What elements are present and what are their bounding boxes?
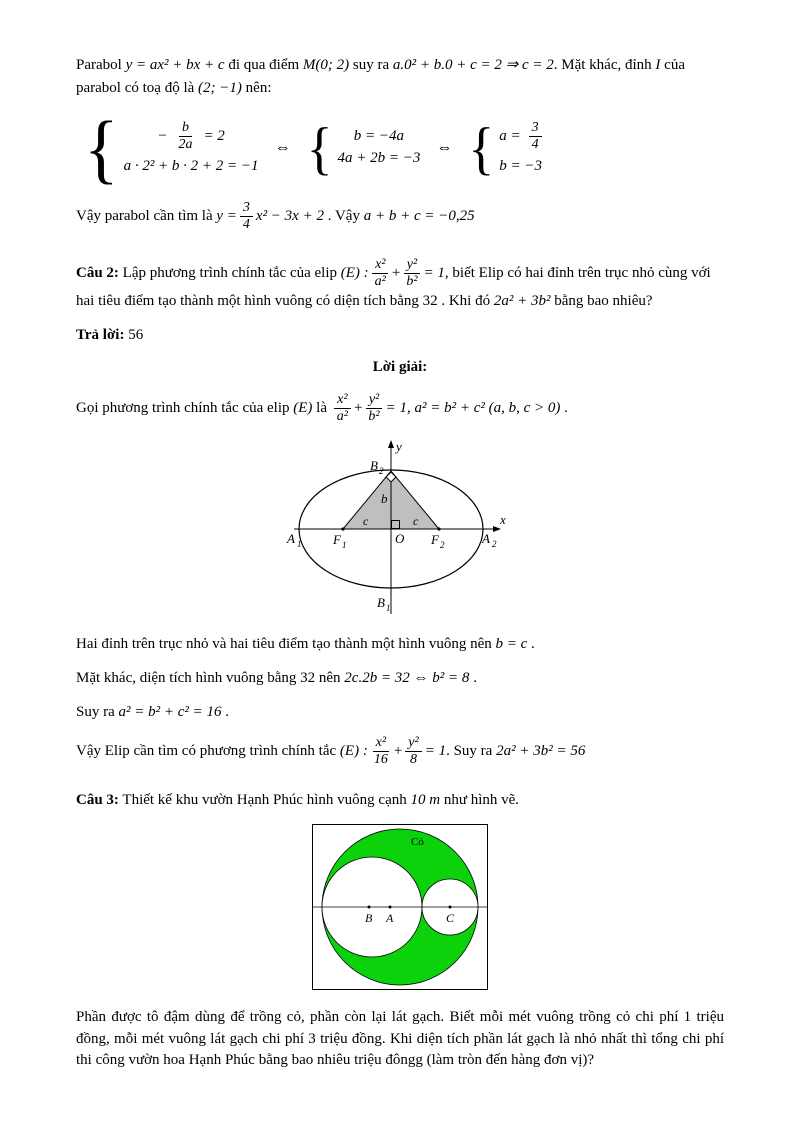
para-question-2 [76,257,724,313]
numerator: 3 [240,200,253,217]
equation-row: b = −3 [499,158,543,175]
text-run: Parabol [76,57,126,73]
label-F1-sub: 1 [342,539,347,550]
text-run: của parabol có toạ độ là [76,57,685,97]
text-run: . Vậy [323,207,364,224]
solution-heading: Lời giải: [372,359,428,376]
focus-2-dot [437,527,440,530]
para-parabola-intro [76,54,724,101]
question-label: Câu 2: [76,264,119,281]
math-run: (2; −1) [198,80,242,97]
text-run: , biết Elip có hai đỉnh trên trục nhỏ cùng với hai tiêu điểm tạo thành một hình vuông có diện tích bằng 32 . Khi đó [76,264,711,309]
y-axis-arrow-icon [388,440,394,448]
fraction [334,392,351,425]
math-run: b = c [495,635,528,652]
brace: { [468,115,495,180]
numerator: x² [372,257,388,274]
math-run: 2c.2b = 32 ⇔ b² = 8 [344,669,470,686]
equation-system [84,104,724,191]
label-x-axis: x [500,511,506,527]
numerator: y² [366,392,382,409]
fraction [240,200,253,233]
text-run: là [312,400,331,417]
denominator: a² [336,409,348,425]
label-A2: A [482,530,490,546]
math-run: 2a² + 3b² = 56 [496,743,586,760]
text-run: Vậy parabol cần tìm là [76,207,217,224]
label-B2-sub: 2 [379,465,384,476]
fraction [372,257,389,290]
label-A1: A [287,530,295,546]
math-run: = 1 [423,264,445,281]
label-point-A: A [386,910,394,925]
para-ellipse-conclusion [76,735,724,768]
text-run: như hình vẽ. [440,791,520,808]
cases-block-2 [306,115,421,180]
label-c-left: c [363,513,369,528]
garden-diagram [311,823,489,991]
label-B1-sub: 1 [386,602,391,613]
math-run: y = ax² + bx + c [125,57,225,73]
math-run: a² = b² + c² = 16 [118,704,222,721]
text-run: Hai đỉnh trên trục nhỏ và hai tiêu điểm tạo thành một hình vuông nên [76,635,496,652]
text-run: đi qua điểm [224,57,303,73]
math-run: + [353,400,363,417]
math-run: I [655,57,661,73]
para-question-3 [76,789,724,812]
numerator: 3 [529,120,542,137]
math-run: + [391,264,401,281]
text-run: Lập phương trình chính tắc của elip [118,264,341,281]
cases-block-1 [84,104,259,191]
equation-row [157,120,225,153]
fraction [371,735,391,768]
text-run: suy ra [349,57,393,73]
label-F2: F [431,531,439,547]
cases-rows [499,120,544,175]
label-B2: B [370,457,378,473]
text-run: . [560,400,568,417]
answer-label: Trả lời: [76,327,125,344]
text-run: Suy ra [76,704,119,721]
text-run: Gọi phương trình chính tắc của elip [76,400,294,417]
math-run: − [157,128,168,144]
para-square-condition [76,633,724,656]
math-run: (E) : [340,264,369,281]
math-run: a.0² + b.0 + c = 2 ⇒ c = 2 [392,57,554,73]
denominator: a² [374,273,386,289]
denominator: 4 [531,137,539,152]
text-run: Thiết kế khu vườn Hạnh Phúc hình vuông cạnh [118,791,411,808]
text-run: . [527,635,535,652]
text-run: . [221,704,230,721]
denominator: 8 [410,752,417,768]
question-label: Câu 3: [76,791,119,808]
numerator: x² [373,735,389,752]
math-run: 10 m [410,791,441,808]
math-run: M(0; 2) [302,57,350,73]
label-point-B: B [365,910,373,925]
label-y-axis: y [396,438,402,454]
equation-row: a · 2² + b · 2 + 2 = −1 [123,158,259,175]
equivalence-arrow: ⇔ [274,138,291,156]
point-B-dot [368,905,371,908]
label-point-C: C [446,910,455,925]
text-run: . [469,669,477,686]
focus-1-dot [341,527,344,530]
label-A1-sub: 1 [297,538,302,549]
math-run: = 2 [203,128,225,144]
fraction [175,120,195,153]
label-grass: Cỏ [411,835,424,848]
denominator: b² [368,409,380,425]
point-A-dot [389,905,392,908]
para-cost-question: Phần được tô đậm dùng để trồng cỏ, phần còn lại lát gạch. Biết mỗi mét vuông trồng cỏ chi phí 1 triệu đồng, mỗi mét vuông lát gạch chi phí 3 triệu đồng. Khi diện tích phần lát gạch là nhỏ nhất thì tổng chi phí thi công vườn hoa Hạnh Phúc bằng bao nhiêu triệu đôngg (làm tròn đến hàng đơn vị)? [76,1008,724,1069]
para-area-condition [76,667,724,690]
math-run: = 1, a² = b² + c² (a, b, c > 0) [385,400,561,417]
text-run: . Mặt khác, đỉnh [553,57,656,73]
numerator: b [179,120,192,137]
math-run: a = [499,128,521,144]
denominator: 2a [178,137,193,152]
numerator: y² [405,735,421,752]
answer-value: 56 [128,327,144,344]
math-run: 2a² + 3b² [493,292,551,309]
denominator: 4 [242,216,250,232]
equation-row [499,120,544,153]
math-run: y = [216,207,237,224]
cases-block-3 [468,115,544,180]
text-run: Mặt khác, diện tích hình vuông bằng 32 nên [76,669,345,686]
label-c-right: c [413,513,419,528]
para-a-squared [76,701,724,724]
text-run: nên: [241,80,272,97]
cases-rows [124,120,259,175]
numerator: y² [404,257,420,274]
math-run: = 1 [424,743,447,760]
label-B1: B [377,594,385,610]
label-F2-sub: 2 [440,539,445,550]
fraction [403,257,420,290]
brace: { [306,115,333,180]
math-run: (E) [293,400,313,417]
fraction [529,120,542,153]
math-run: x² − 3x + 2 [255,207,324,224]
cases-rows [337,128,420,167]
denominator: b² [406,273,418,289]
label-A2-sub: 2 [492,538,497,549]
text-run: bằng bao nhiêu? [550,292,653,309]
math-run: a + b + c = −0,25 [363,207,475,224]
label-O: O [395,530,405,546]
answer-line [76,324,724,347]
ellipse-diagram [286,437,514,619]
fraction [405,735,421,768]
equation-row: b = −4a [353,128,405,144]
math-run: (E) : [339,743,368,760]
denominator: 16 [373,752,388,768]
fraction [365,392,382,425]
equivalence-arrow: ⇔ [436,138,453,156]
para-ellipse-setup [76,392,724,425]
math-run: + [393,743,403,760]
para-parabola-conclusion [76,200,724,233]
text-run: Vậy Elip cần tìm có phương trình chính tắc [76,743,340,760]
point-C-dot [449,905,452,908]
equation-row: 4a + 2b = −3 [337,150,421,166]
text-run: . Suy ra [446,743,497,760]
label-b: b [381,490,388,506]
garden-figure [76,823,724,991]
label-F1: F [333,531,341,547]
ellipse-figure [76,437,724,619]
numerator: x² [334,392,350,409]
brace: { [84,104,119,191]
